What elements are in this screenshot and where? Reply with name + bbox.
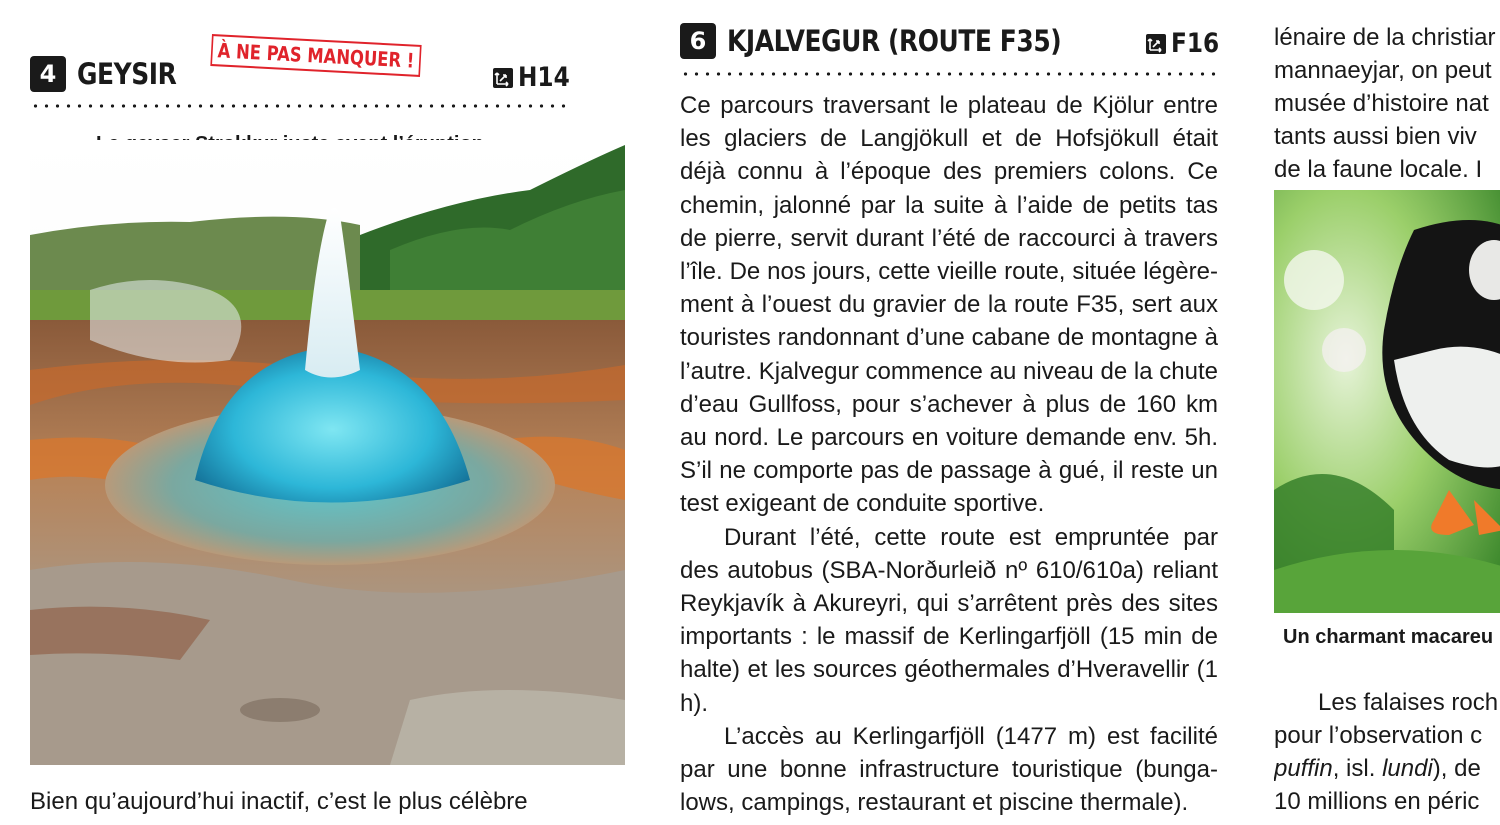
- photo-caption: Un charmant macareu: [1283, 626, 1494, 648]
- body-text-line: pour l’observation c: [1274, 722, 1483, 749]
- paragraph: L’accès au Kerlingarfjöll (1477 m) est facilité par une bonne infrastructure touristique (bungalows, campings, restaurant et piscine thermale).: [680, 722, 1218, 817]
- grid-ref-text: H14: [518, 62, 570, 93]
- italic-term: puffin: [1274, 755, 1333, 782]
- body-text-line: [1274, 755, 1481, 783]
- map-grid-reference: [492, 62, 578, 93]
- section-number-badge: 6: [680, 23, 716, 59]
- dotted-divider: [680, 72, 1218, 76]
- body-text-line: lénaire de la christiar: [1274, 24, 1496, 51]
- geyser-photo: [30, 140, 625, 765]
- text-fragment: ), de: [1432, 755, 1481, 782]
- article-cropped: [1274, 0, 1500, 825]
- article-header: [30, 56, 193, 92]
- body-text-line: Bien qu’aujourd’hui inactif, c’est le plus célèbre: [30, 788, 528, 815]
- article-title: KJALVEGUR (ROUTE F35): [727, 24, 1062, 58]
- grid-ref-text: F16: [1171, 28, 1220, 59]
- paragraph: Durant l’été, cette route est empruntée par des autobus (SBA-Norðurleið nº 610/610a) reliant Reykjavík à Akureyri, qui s’arrêtent près des sites importants : le massif de Kerlingarfjöll (15 min de halte) et les sources géothermales d’Hveravellir (1 h).: [680, 523, 1218, 717]
- text-fragment: , isl.: [1332, 755, 1383, 782]
- body-text-line: de la faune locale. I: [1274, 156, 1483, 183]
- body-text-line: 10 millions en péric: [1274, 788, 1480, 815]
- article-title: GEYSIR: [77, 57, 177, 91]
- paragraph: Ce parcours traversant le plateau de Kjölur entre les glaciers de Langjökull et de Hofsjökull était déjà connu à l’époque des premiers colons. Ce chemin, jalonné par la suite à l’aide de petits tas de pierre, servit durant l’été de raccourci à travers l’île. De nos jours, cette vieille route, située légèrement à l’ouest du gravier de la route F35, sert aux touristes randonnant d’une cabane de montagne à l’autre. Kjalvegur commence au niveau de la chute d’eau Gullfoss, pour s’achever à plus de 160 km au nord. Le parcours en voiture demande env. 5h. S’il ne comporte pas de passage à gué, il reste un test exigeant de conduite sportive.: [680, 92, 1218, 518]
- italic-term: lundi: [1382, 755, 1433, 782]
- body-text-line: mannaeyjar, on peut: [1274, 57, 1492, 84]
- map-grid-reference: [1145, 28, 1227, 59]
- article-body: [680, 89, 1218, 819]
- must-see-stamp: À NE PAS MANQUER !: [210, 34, 421, 77]
- map-grid-icon: [492, 67, 514, 89]
- article-header: [680, 23, 1116, 59]
- body-text-line: Les falaises roch: [1318, 689, 1499, 716]
- body-text-line: tants aussi bien viv: [1274, 123, 1477, 150]
- body-text-line: musée d’histoire nat: [1274, 90, 1489, 117]
- dotted-divider: [30, 104, 570, 108]
- section-number-badge: 4: [30, 56, 66, 92]
- puffin-photo: [1274, 190, 1500, 613]
- map-grid-icon: [1145, 33, 1167, 55]
